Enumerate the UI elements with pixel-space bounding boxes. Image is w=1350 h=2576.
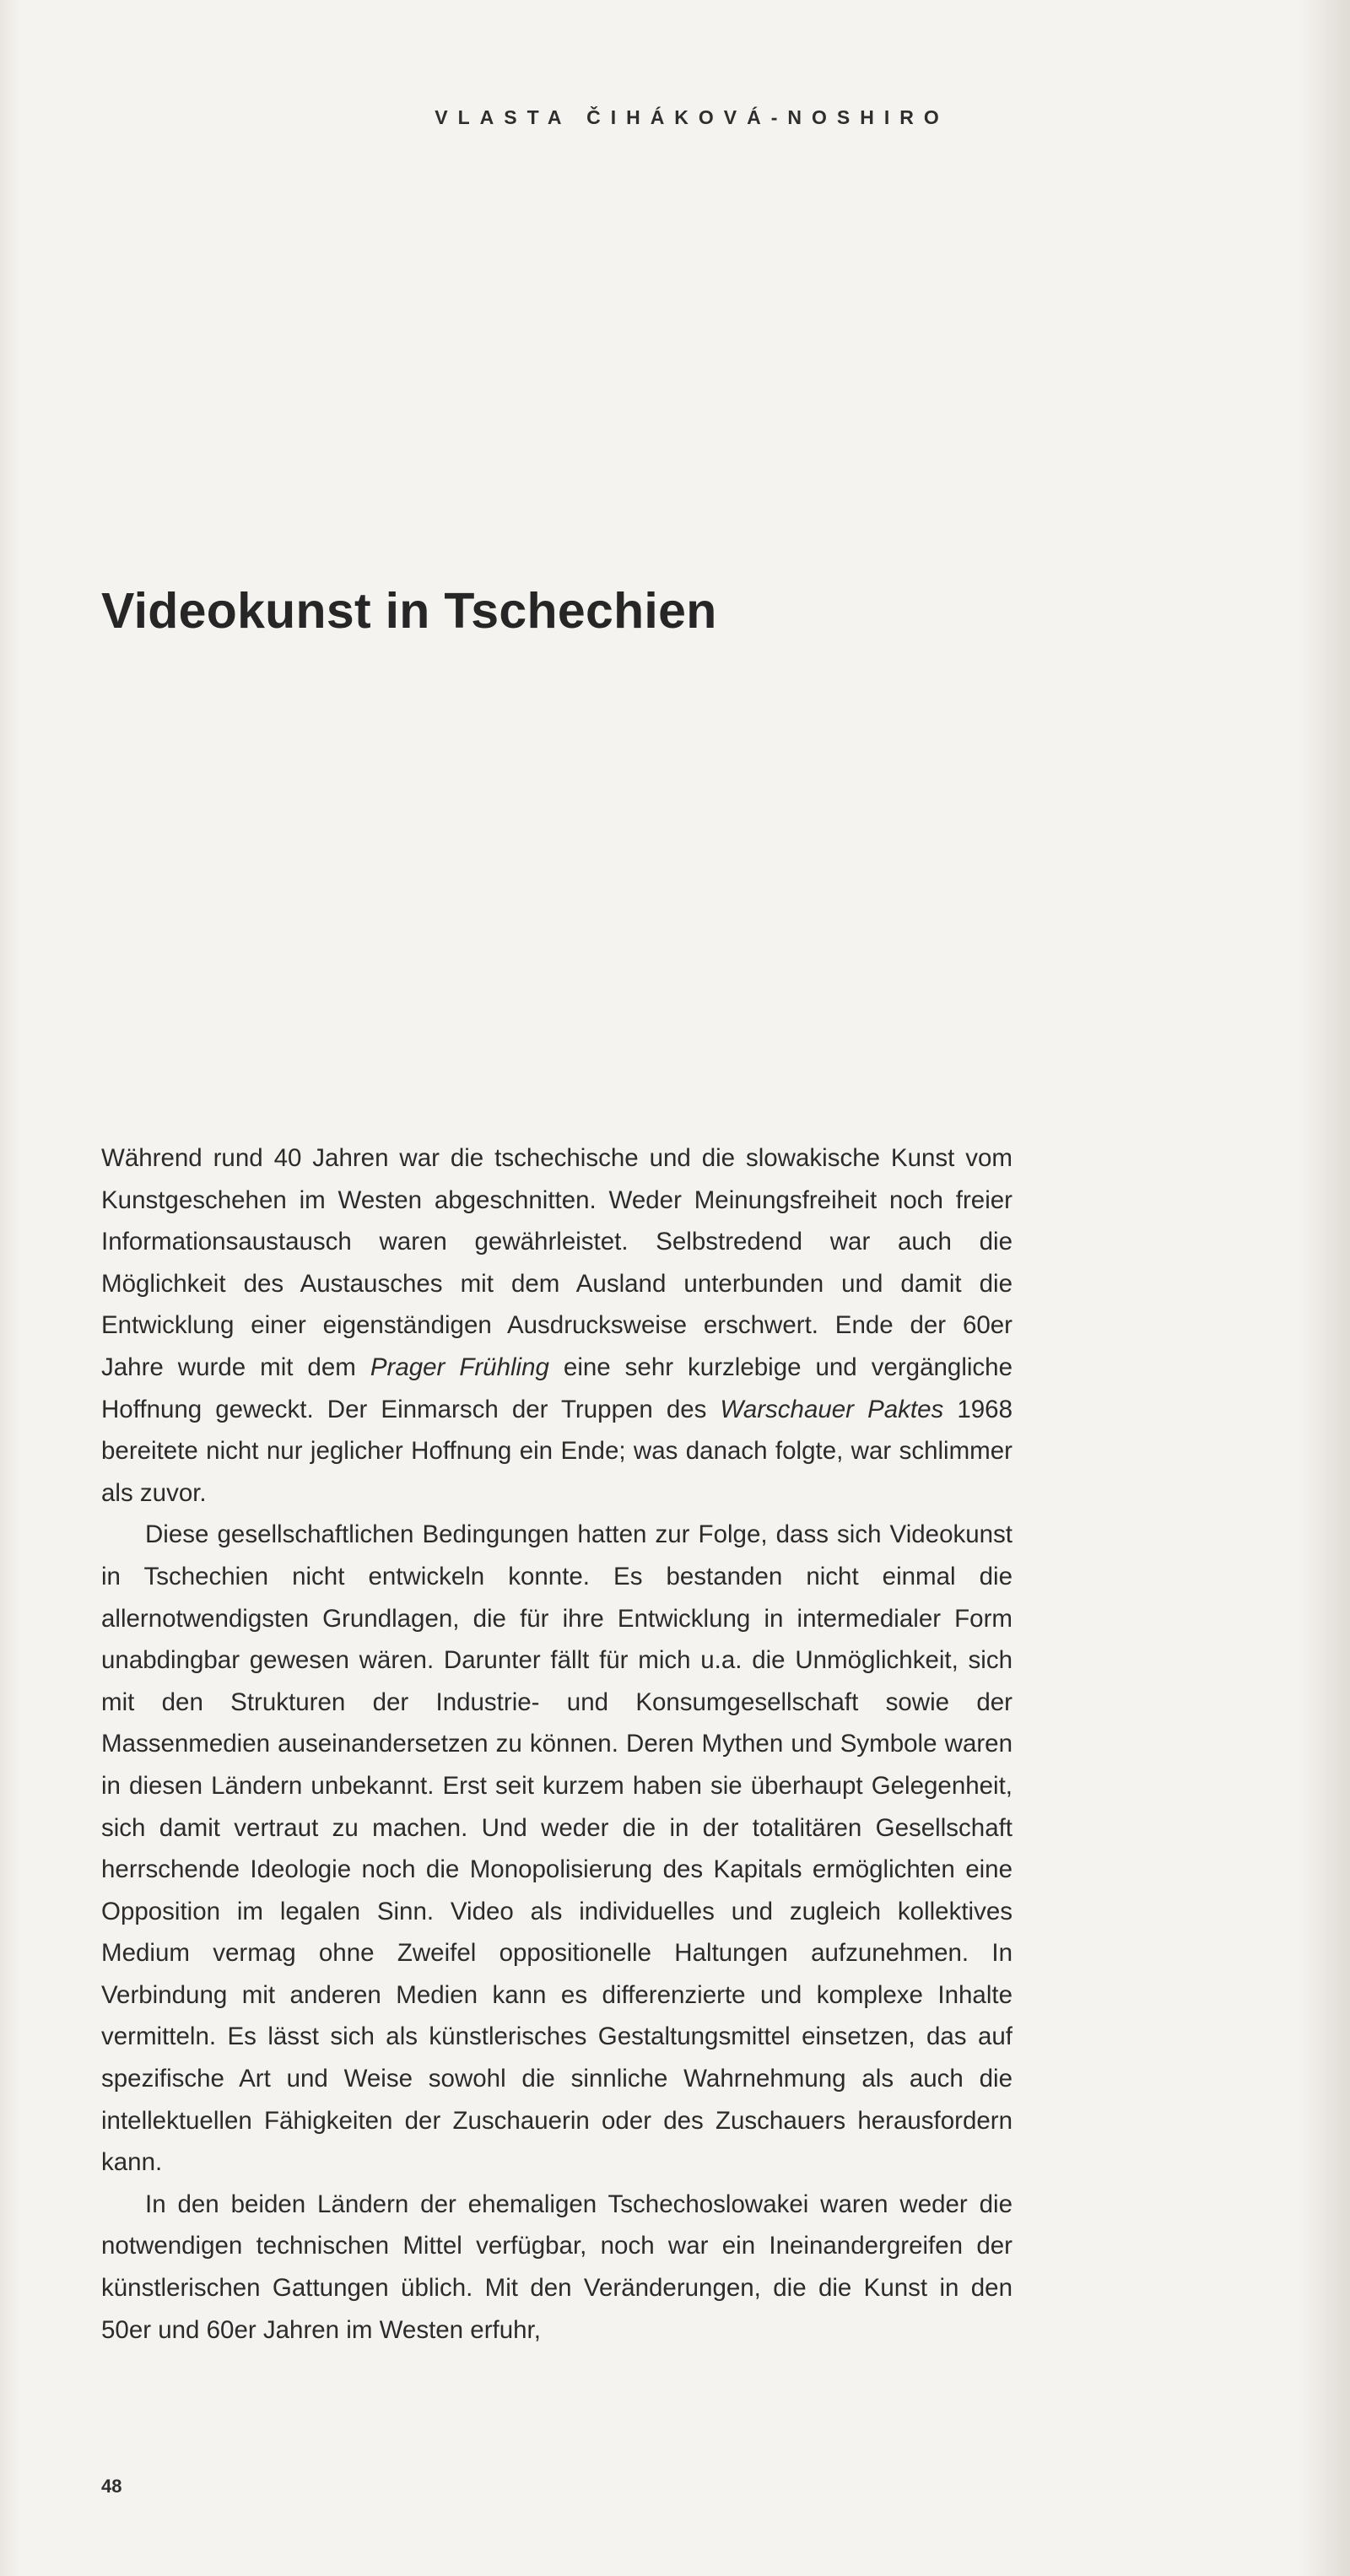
page-number: 48	[101, 2476, 122, 2497]
paragraph-1	[101, 1137, 1012, 1514]
article-body	[101, 1137, 1012, 2351]
text-run: Während rund 40 Jahren war die tschechische und die slowakische Kunst vom Kunstgeschehen im Westen abgeschnitten. Weder Meinungsfreiheit noch freier Informationsaustausch waren gewährleistet. Selbstredend war auch die Möglichkeit des Austausches mit dem Ausland unterbunden und damit die Entwicklung einer eigenständigen Ausdrucksweise erschwert. Ende der 60er Jahre wurde mit dem	[101, 1144, 1012, 1381]
page-edge-shadow	[1299, 0, 1350, 2576]
page-gutter-shadow	[0, 0, 20, 2576]
text-run: eine sehr kurzlebige und vergängliche Hoffnung geweckt. Der Einmarsch der Truppen des	[101, 1353, 1012, 1423]
text-run: Diese gesellschaftlichen Bedingungen hatten zur Folge, dass sich Videokunst in Tschechien nicht entwickeln konnte. Es bestanden nicht einmal die allernotwendigsten Grundlagen, die für ihre Entwicklung in intermedialer Form unabdingbar gewesen wären. Darunter fällt für mich u.a. die Unmöglichkeit, sich mit den Strukturen der Industrie- und Konsumgesellschaft sowie der Massenmedien auseinandersetzen zu können. Deren Mythen und Symbole waren in diesen Ländern unbekannt. Erst seit kurzem haben sie überhaupt Gelegenheit, sich damit vertraut zu machen. Und weder die in der totalitären Gesellschaft herrschende Ideologie noch die Monopolisierung des Kapitals ermöglichten eine Opposition im legalen Sinn. Video als individuelles und zugleich kollektives Medium vermag ohne Zweifel oppositionelle Haltungen aufzunehmen. In Verbindung mit anderen Medien kann es differenzierte und komplexe Inhalte vermitteln. Es lässt sich als künstlerisches Gestaltungsmittel einsetzen, das auf spezifische Art und Weise sowohl die sinnliche Wahrnehmung als auch die intellektuellen Fähigkeiten der Zuschauerin oder des Zuschauers herausfordern kann.	[101, 1520, 1012, 2177]
paragraph-2	[101, 1514, 1012, 2184]
text-run-italic: Prager Frühling	[370, 1353, 549, 1381]
article-title: Videokunst in Tschechien	[101, 583, 717, 639]
author-name: VLASTA ČIHÁKOVÁ-NOSHIRO	[435, 106, 949, 128]
text-run: In den beiden Ländern der ehemaligen Tschechoslowakei waren weder die notwendigen technischen Mittel verfügbar, noch war ein Ineinandergreifen der künstlerischen Gattungen üblich. Mit den Veränderungen, die die Kunst in den 50er und 60er Jahren im Westen erfuhr,	[101, 2190, 1012, 2344]
paragraph-3	[101, 2184, 1012, 2351]
text-run-italic: Warschauer Paktes	[720, 1395, 944, 1423]
text-run: 1968 bereitete nicht nur jeglicher Hoffnung ein Ende; was danach folgte, war schlimmer als zuvor.	[101, 1395, 1012, 1507]
